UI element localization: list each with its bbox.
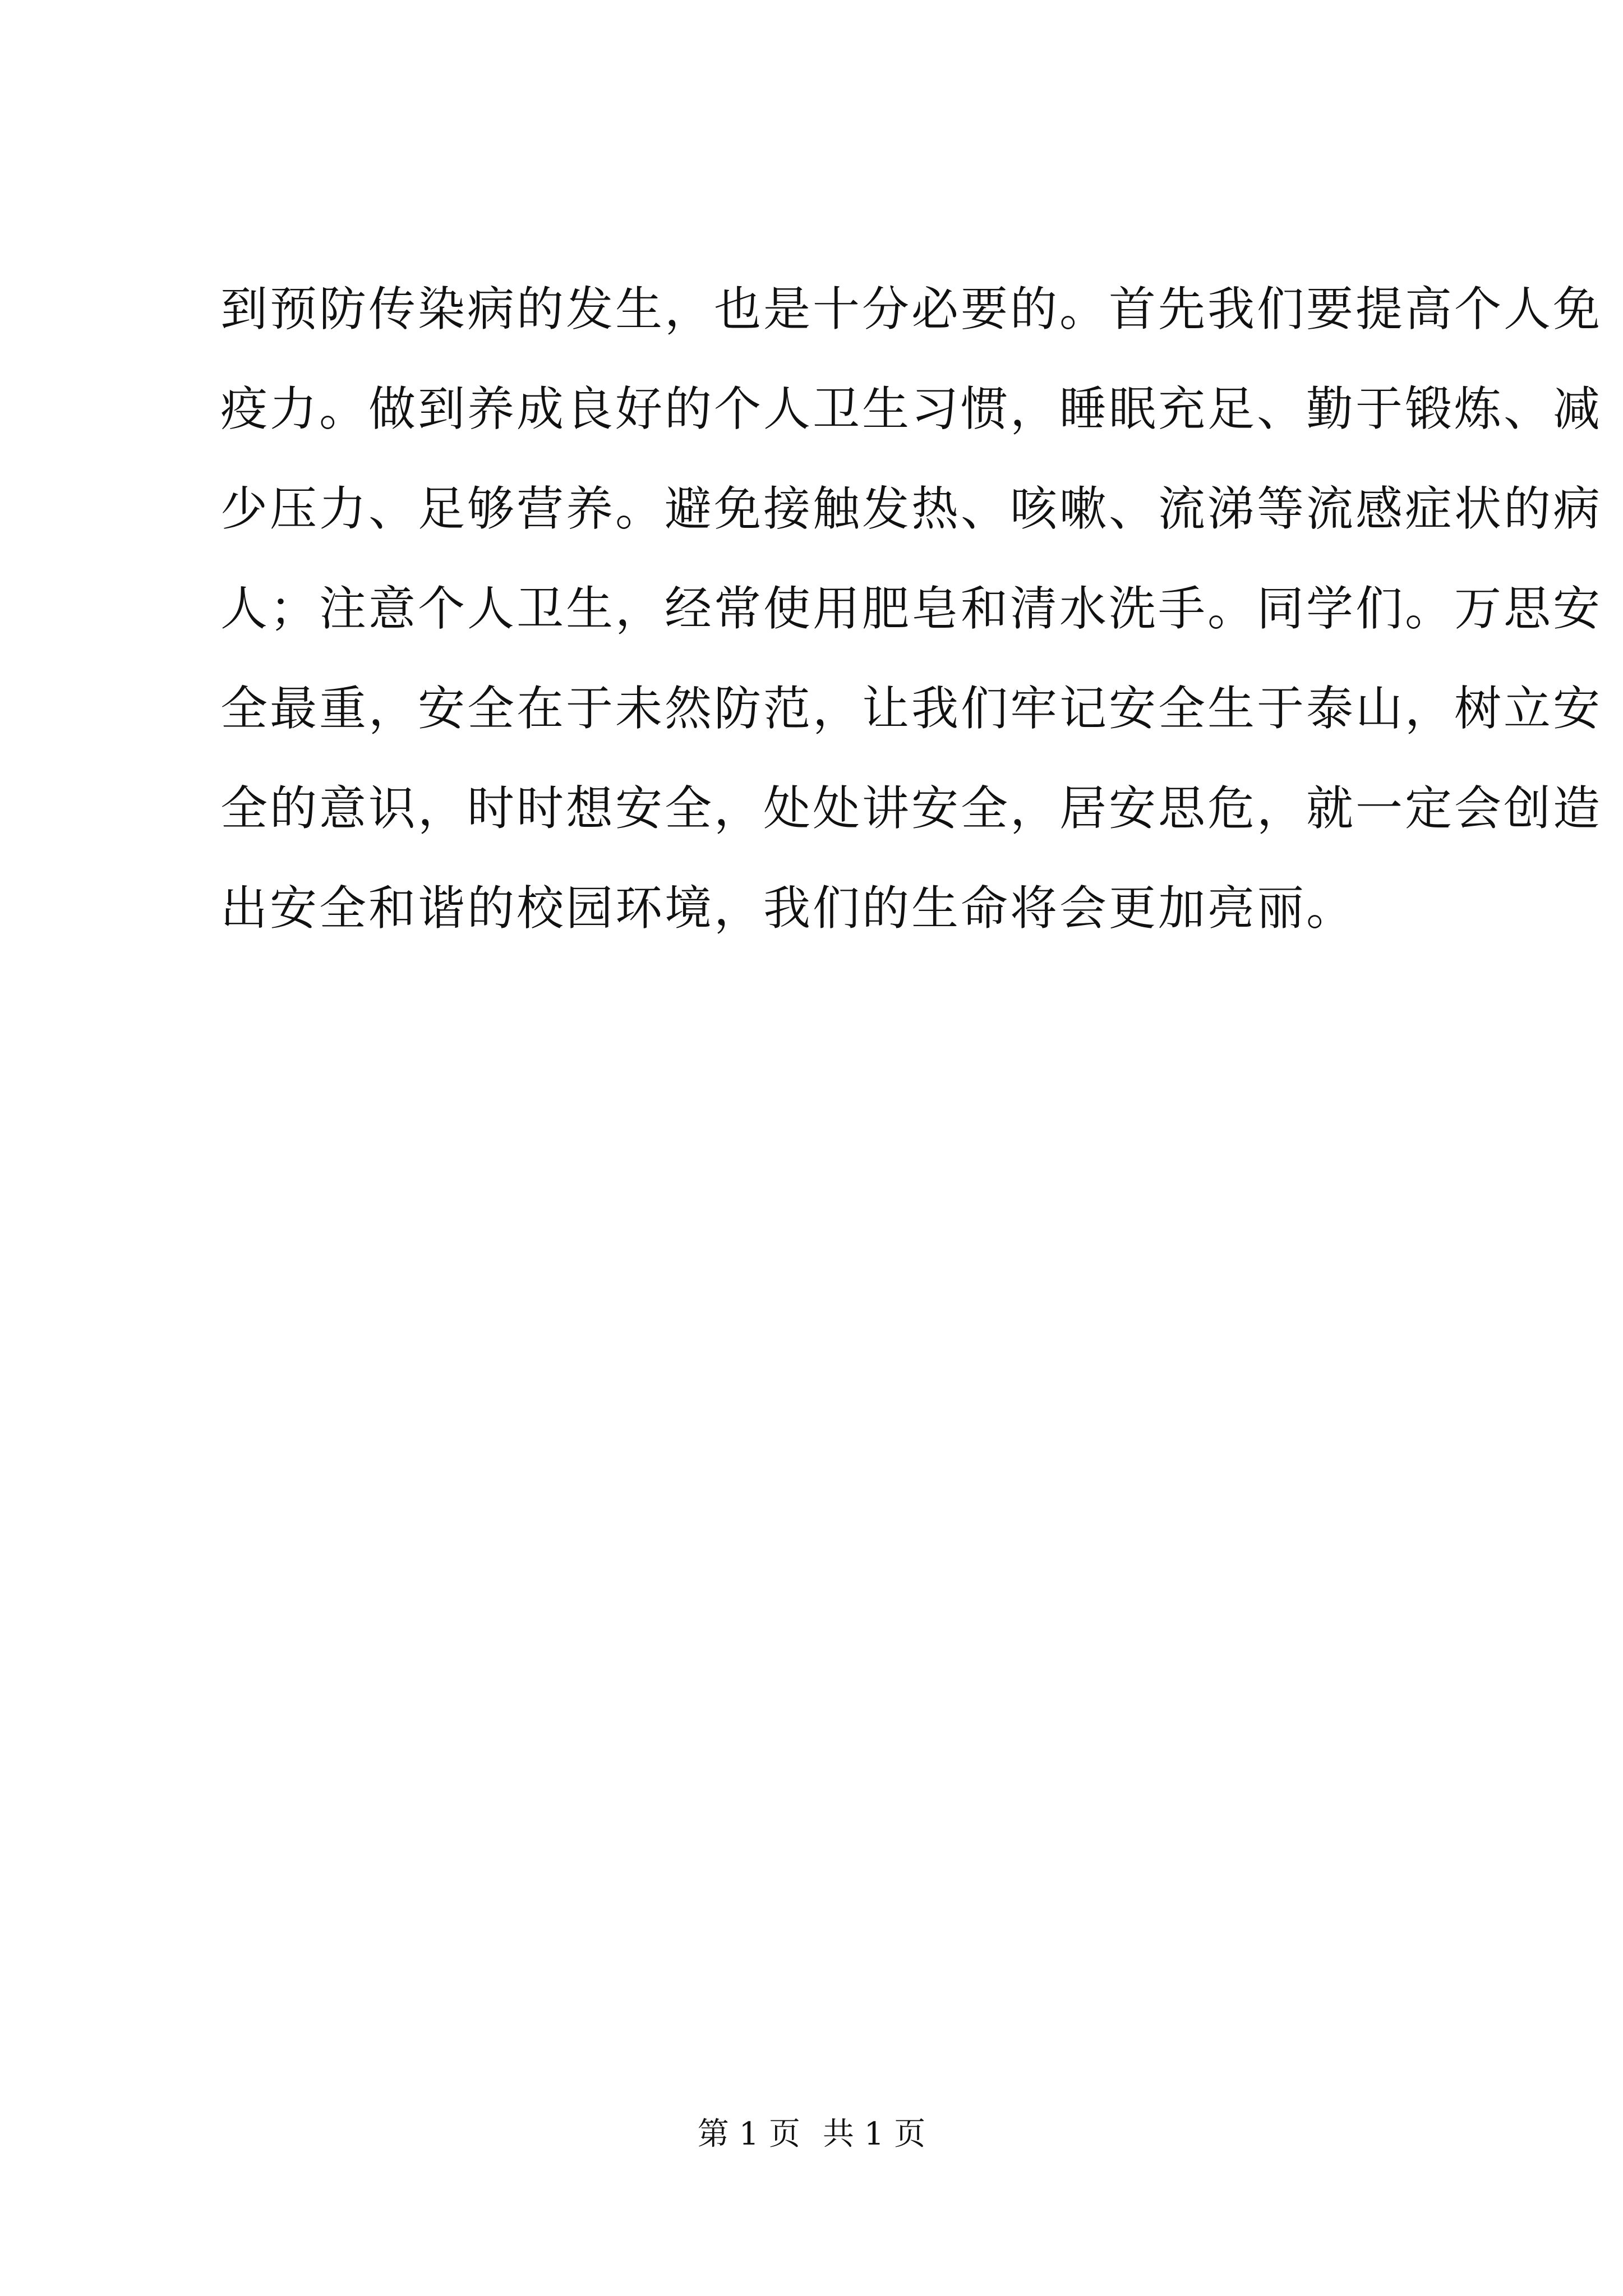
- text-line: 到预防传染病的发生，也是十分必要的。首先我们要提高个人免: [220, 282, 1603, 337]
- text-line: 全的意识，时时想安全，处处讲安全，居安思危，就一定会创造: [220, 781, 1603, 836]
- text-line: 全最重，安全在于未然防范，让我们牢记安全生于泰山，树立安: [220, 681, 1603, 736]
- text-line: 疫力。做到养成良好的个人卫生习惯，睡眠充足、勤于锻炼、减: [220, 381, 1603, 436]
- text-line: 出安全和谐的校园环境，我们的生命将会更加亮丽。: [220, 881, 1356, 936]
- page-total: 共 1 页: [823, 2116, 926, 2152]
- page-footer: [0, 2109, 1623, 2154]
- text-line: 人；注意个人卫生，经常使用肥皂和清水洗手。同学们。万思安: [220, 581, 1603, 636]
- text-line: 少压力、足够营养。避免接触发热、咳嗽、流涕等流感症状的病: [220, 481, 1603, 536]
- body-paragraph: [220, 259, 1603, 958]
- page-number: 第 1 页: [697, 2116, 800, 2152]
